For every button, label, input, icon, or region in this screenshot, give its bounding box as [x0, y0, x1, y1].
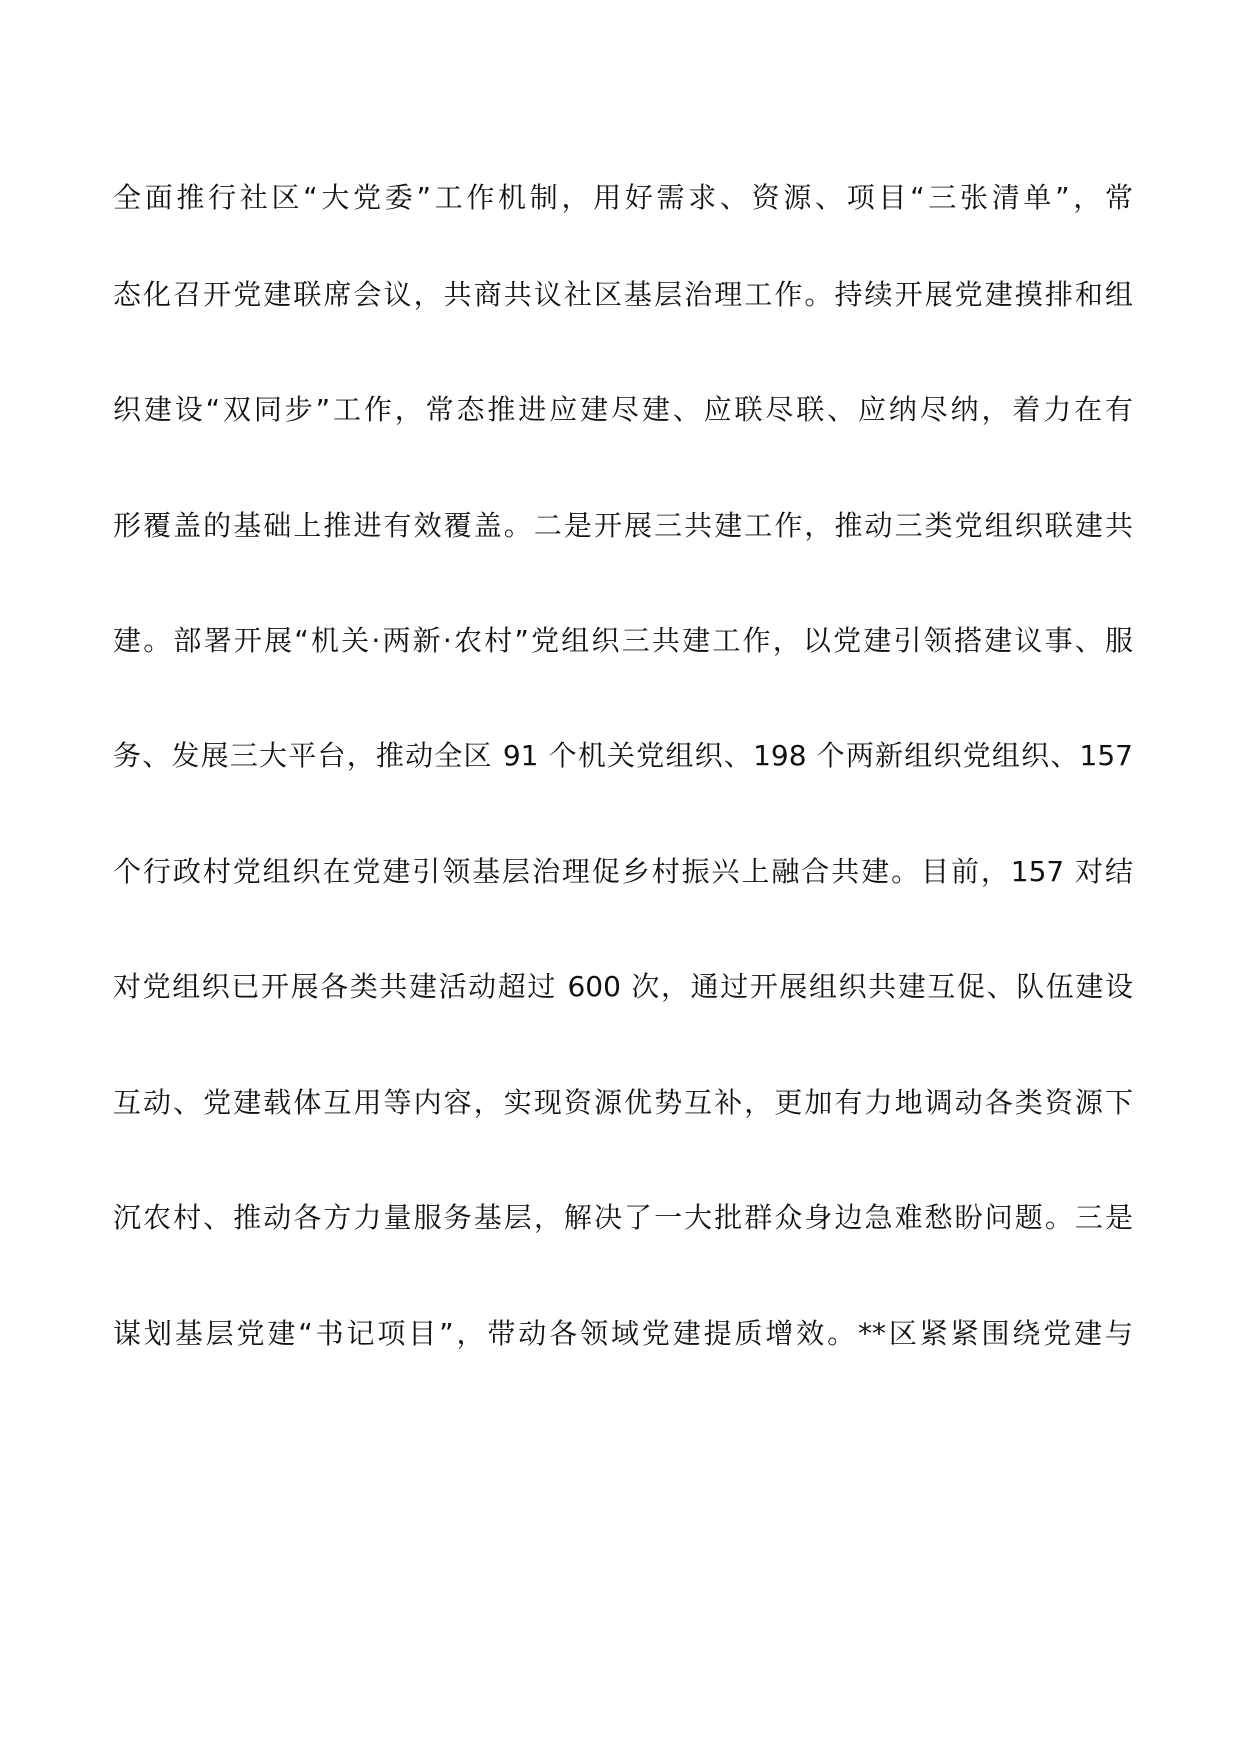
text-line: 建。部署开展“机关·两新·农村”党组织三共建工作，以党建引领搭建议事、服	[113, 624, 1133, 657]
text-line: 形覆盖的基础上推进有效覆盖。二是开展三共建工作，推动三类党组织联建共	[113, 509, 1133, 542]
text-line: 对党组织已开展各类共建活动超过 600 次，通过开展组织共建互促、队伍建设	[113, 970, 1133, 1003]
text-line: 谋划基层党建“书记项目”，带动各领域党建提质增效。**区紧紧围绕党建与	[113, 1317, 1133, 1350]
text-line: 个行政村党组织在党建引领基层治理促乡村振兴上融合共建。目前，157 对结	[113, 855, 1133, 888]
text-line: 织建设“双同步”工作，常态推进应建尽建、应联尽联、应纳尽纳，着力在有	[113, 393, 1133, 426]
text-line: 互动、党建载体互用等内容，实现资源优势互补，更加有力地调动各类资源下	[113, 1086, 1133, 1119]
text-line: 沉农村、推动各方力量服务基层，解决了一大批群众身边急难愁盼问题。三是	[113, 1201, 1133, 1234]
text-line: 务、发展三大平台，推动全区 91 个机关党组织、198 个两新组织党组织、157	[113, 739, 1133, 772]
text-line: 全面推行社区“大党委”工作机制，用好需求、资源、项目“三张清单”，常	[113, 181, 1133, 214]
text-line: 态化召开党建联席会议，共商共议社区基层治理工作。持续开展党建摸排和组	[113, 278, 1133, 311]
